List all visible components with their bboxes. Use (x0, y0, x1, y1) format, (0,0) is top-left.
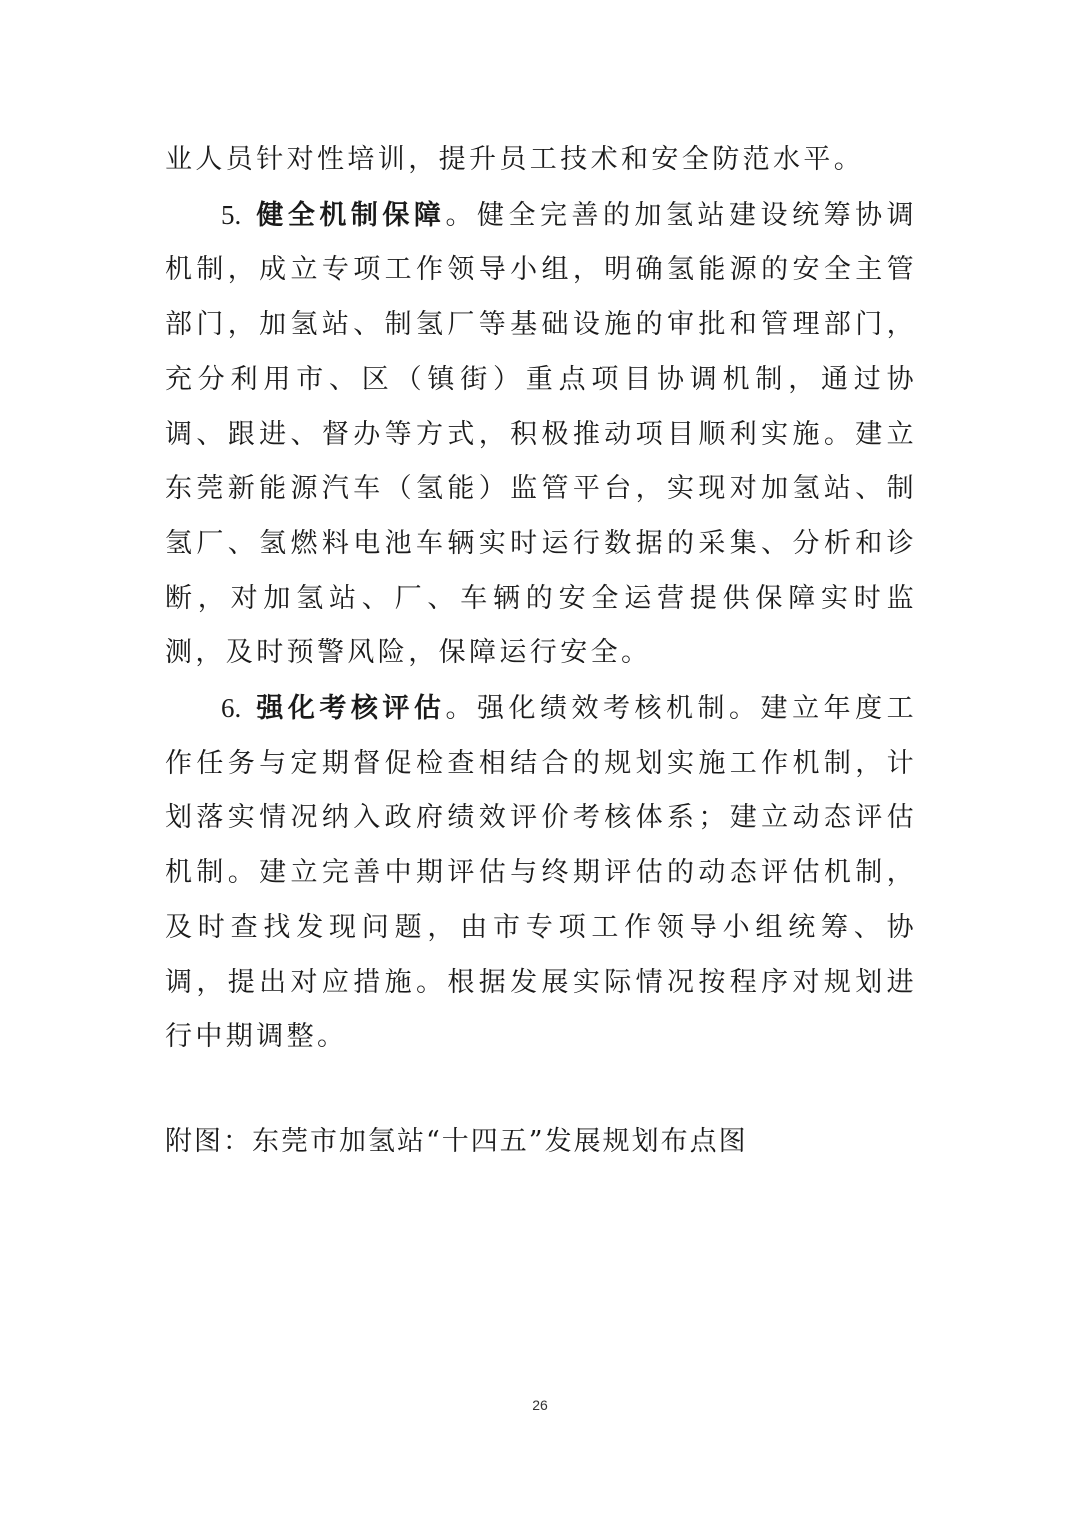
page-number: 26 (532, 1397, 548, 1413)
section-5-heading: 健全机制保障 (255, 199, 446, 231)
section-5-paragraph (165, 188, 917, 681)
document-body (165, 133, 917, 1170)
appendix-caption: 附图：东莞市加氢站“十四五”发展规划布点图 (165, 1125, 748, 1157)
section-6-number: 6. (221, 693, 242, 724)
section-6-heading: 强化考核评估 (255, 693, 446, 725)
intro-paragraph: 业人员针对性培训，提升员工技术和安全防范水平。 (165, 144, 865, 175)
section-5-number: 5. (221, 199, 242, 230)
section-6-paragraph (165, 681, 917, 1065)
section-5-body: 。健全完善的加氢站建设统筹协调机制，成立专项工作领导小组，明确氢能源的安全主管部门，加氢站、制氢厂等基础设施的审批和管理部门，充分利用市、区（镇街）重点项目协调机制，通过协调、跟进、督办等方式，积极推动项目顺利实施。建立东莞新能源汽车（氢能）监管平台，实现对加氢站、制氢厂、氢燃料电池车辆实时运行数据的采集、分析和诊断，对加氢站、厂、车辆的安全运营提供保障实时监测，及时预警风险，保障运行安全。 (165, 199, 917, 669)
section-6-body: 。强化绩效考核机制。建立年度工作任务与定期督促检查相结合的规划实施工作机制，计划落实情况纳入政府绩效评价考核体系；建立动态评估机制。建立完善中期评估与终期评估的动态评估机制，及时查找发现问题，由市专项工作领导小组统筹、协调，提出对应措施。根据发展实际情况按程序对规划进行中期调整。 (165, 693, 917, 1053)
